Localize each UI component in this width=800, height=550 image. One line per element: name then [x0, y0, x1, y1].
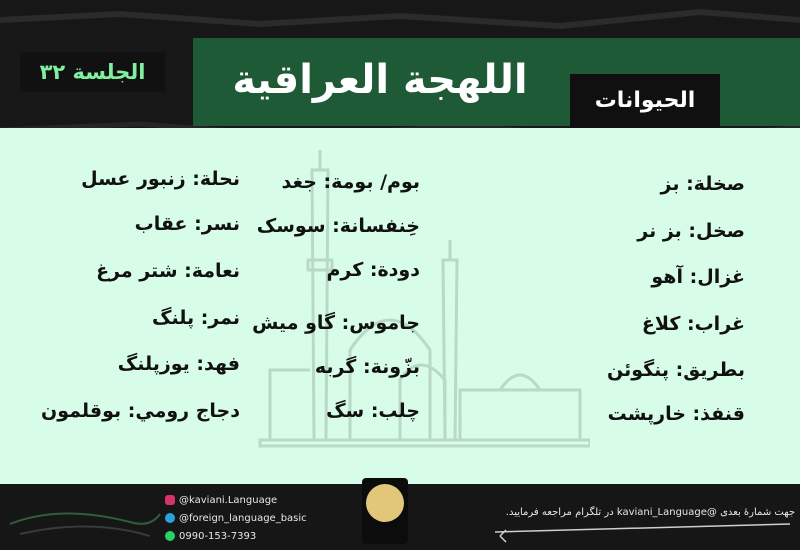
vocab-item: بزّونة: گربه: [314, 356, 420, 378]
vocab-item: نسر: عقاب: [134, 213, 240, 235]
whatsapp-icon: [165, 531, 175, 541]
vocab-item: دودة: کرم: [326, 259, 420, 281]
telegram-icon: [165, 513, 175, 523]
vocab-item: جاموس: گاو میش: [252, 312, 420, 334]
vocab-item: نعامة: شتر مرغ: [96, 260, 240, 282]
logo-mark: [366, 484, 404, 522]
vocab-item: چلب: سگ: [326, 400, 420, 422]
vocab-item: فهد: یوزپلنگ: [117, 353, 240, 375]
vocab-item: صخلة: بز: [660, 173, 745, 195]
vocab-item: دجاج رومي: بوقلمون: [41, 400, 240, 422]
phone-text: 0990-153-7393: [179, 531, 257, 542]
footer-note: جهت شمارهٔ بعدی @kaviani_Language در تلگرام مراجعه فرمایید.: [505, 507, 795, 518]
vocab-item: بوم/ بومة: جغد: [281, 171, 420, 193]
instagram-text: @kaviani.Language: [179, 495, 278, 506]
telegram-text: @foreign_language_basic: [179, 513, 307, 524]
vocab-item: صخل: بز نر: [637, 220, 745, 242]
vocab-item: غراب: کلاغ: [641, 313, 745, 335]
instagram-icon: [165, 495, 175, 505]
vocab-item: خِنفسانة: سوسک: [256, 215, 420, 237]
session-label: الجلسة ٣٢: [39, 60, 146, 84]
vocab-item: قنفذ: خارپشت: [607, 403, 745, 425]
vocab-item: نحلة: زنبور عسل: [81, 168, 240, 190]
page-title: اللهجة العراقية: [232, 57, 528, 103]
telegram-handle[interactable]: [165, 512, 307, 526]
topic-label: الحيوانات: [594, 88, 696, 113]
vocab-item: نمر: پلنگ: [151, 307, 240, 329]
instagram-handle[interactable]: [165, 494, 277, 508]
logo-icon: [362, 478, 408, 544]
phone-contact[interactable]: [165, 530, 256, 544]
vocab-item: غزال: آهو: [651, 266, 745, 288]
vocab-item: بطريق: پنگوئن: [606, 359, 745, 381]
